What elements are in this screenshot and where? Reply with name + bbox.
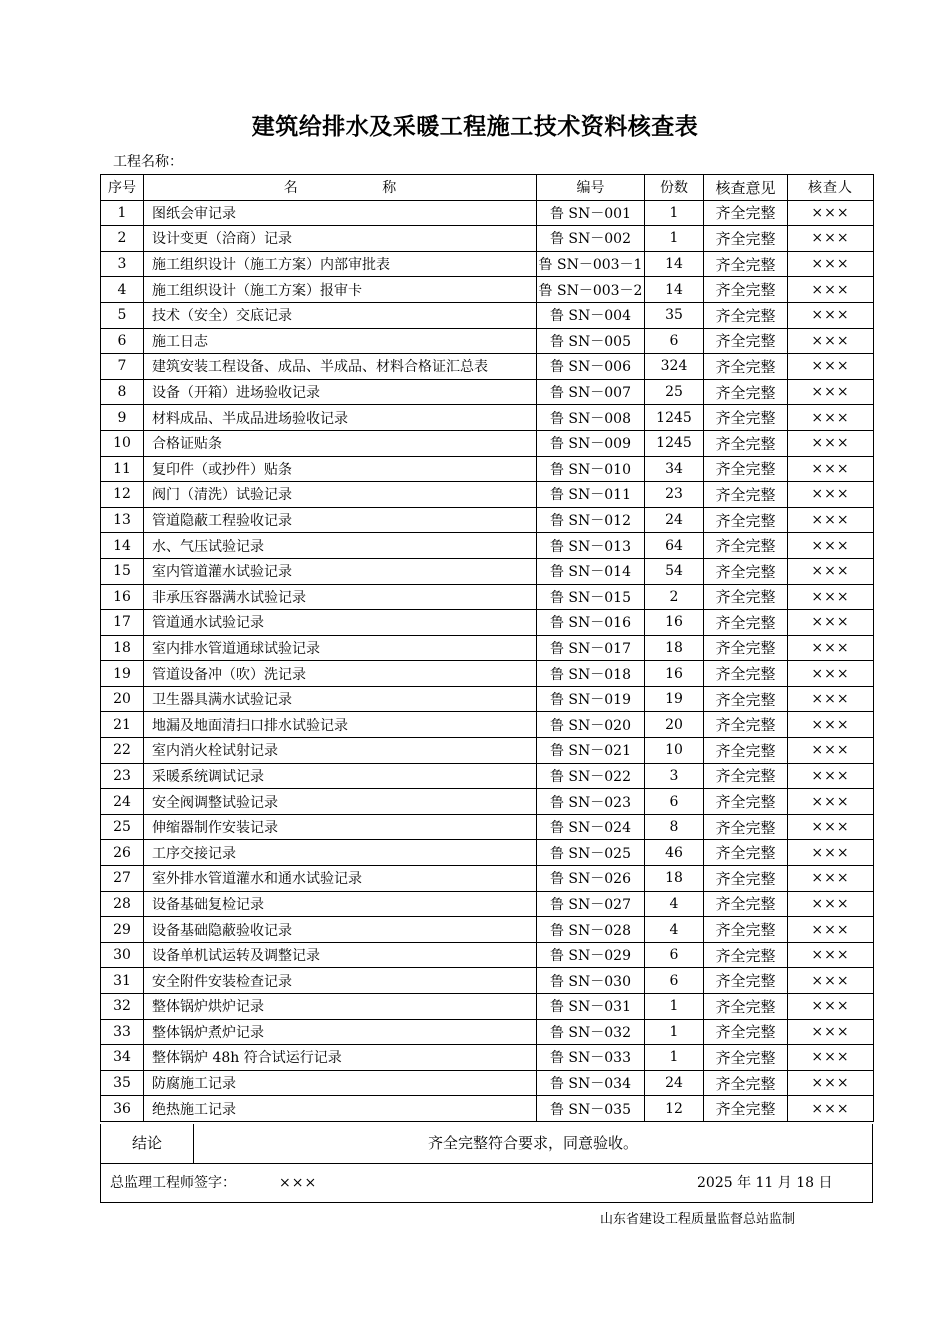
cell-name: 管道隐蔽工程验收记录 — [144, 507, 537, 533]
cell-name: 管道通水试验记录 — [144, 610, 537, 636]
cell-copies: 20 — [645, 712, 704, 738]
cell-name: 水、气压试验记录 — [144, 533, 537, 559]
cell-code: 鲁 SN－009 — [537, 430, 645, 456]
cell-name: 合格证贴条 — [144, 430, 537, 456]
cell-copies: 1245 — [645, 430, 704, 456]
cell-seq: 33 — [101, 1019, 144, 1045]
cell-code: 鲁 SN－003－2 — [537, 277, 645, 303]
cell-copies: 324 — [645, 354, 704, 380]
table-row — [101, 635, 874, 661]
cell-opinion: 齐全完整 — [704, 226, 788, 252]
table-row — [101, 661, 874, 687]
table-row — [101, 328, 874, 354]
cell-copies: 16 — [645, 610, 704, 636]
cell-code: 鲁 SN－012 — [537, 507, 645, 533]
cell-seq: 13 — [101, 507, 144, 533]
cell-copies: 12 — [645, 1096, 704, 1122]
table-row — [101, 482, 874, 508]
table-row — [101, 789, 874, 815]
table-row — [101, 430, 874, 456]
cell-copies: 6 — [645, 968, 704, 994]
header-code: 编号 — [537, 175, 645, 201]
cell-seq: 7 — [101, 354, 144, 380]
cell-checker: ××× — [788, 610, 874, 636]
cell-name: 整体锅炉 48h 符合试运行记录 — [144, 1045, 537, 1071]
table-row — [101, 456, 874, 482]
table-row — [101, 840, 874, 866]
cell-code: 鲁 SN－003－1 — [537, 251, 645, 277]
cell-checker: ××× — [788, 994, 874, 1020]
cell-copies: 1 — [645, 994, 704, 1020]
table-row — [101, 584, 874, 610]
cell-code: 鲁 SN－004 — [537, 302, 645, 328]
table-row — [101, 994, 874, 1020]
cell-code: 鲁 SN－035 — [537, 1096, 645, 1122]
cell-seq: 30 — [101, 942, 144, 968]
cell-copies: 24 — [645, 507, 704, 533]
cell-code: 鲁 SN－002 — [537, 226, 645, 252]
cell-seq: 5 — [101, 302, 144, 328]
cell-opinion: 齐全完整 — [704, 1096, 788, 1122]
table-header-row — [101, 175, 874, 201]
header-copies: 份数 — [645, 175, 704, 201]
cell-name: 施工组织设计（施工方案）报审卡 — [144, 277, 537, 303]
cell-checker: ××× — [788, 891, 874, 917]
table-row — [101, 891, 874, 917]
cell-copies: 4 — [645, 917, 704, 943]
cell-name: 室内排水管道通球试验记录 — [144, 635, 537, 661]
cell-copies: 1 — [645, 200, 704, 226]
table-row — [101, 763, 874, 789]
cell-name: 安全附件安装检查记录 — [144, 968, 537, 994]
cell-name: 防腐施工记录 — [144, 1070, 537, 1096]
cell-copies: 23 — [645, 482, 704, 508]
conclusion-label: 结论 — [101, 1124, 194, 1163]
cell-checker: ××× — [788, 866, 874, 892]
cell-code: 鲁 SN－032 — [537, 1019, 645, 1045]
table-row — [101, 917, 874, 943]
cell-opinion: 齐全完整 — [704, 917, 788, 943]
cell-seq: 20 — [101, 686, 144, 712]
check-table — [100, 174, 874, 1122]
cell-opinion: 齐全完整 — [704, 635, 788, 661]
cell-opinion: 齐全完整 — [704, 1019, 788, 1045]
cell-seq: 35 — [101, 1070, 144, 1096]
cell-opinion: 齐全完整 — [704, 994, 788, 1020]
header-name: 名 称 — [144, 175, 537, 201]
cell-checker: ××× — [788, 328, 874, 354]
cell-name: 安全阀调整试验记录 — [144, 789, 537, 815]
cell-opinion: 齐全完整 — [704, 840, 788, 866]
cell-checker: ××× — [788, 456, 874, 482]
cell-copies: 14 — [645, 277, 704, 303]
cell-copies: 2 — [645, 584, 704, 610]
cell-opinion: 齐全完整 — [704, 1070, 788, 1096]
table-row — [101, 226, 874, 252]
cell-code: 鲁 SN－017 — [537, 635, 645, 661]
table-row — [101, 1070, 874, 1096]
table-row — [101, 405, 874, 431]
cell-seq: 24 — [101, 789, 144, 815]
cell-opinion: 齐全完整 — [704, 1045, 788, 1071]
cell-seq: 11 — [101, 456, 144, 482]
cell-name: 室外排水管道灌水和通水试验记录 — [144, 866, 537, 892]
cell-name: 设备基础隐蔽验收记录 — [144, 917, 537, 943]
cell-opinion: 齐全完整 — [704, 891, 788, 917]
cell-checker: ××× — [788, 226, 874, 252]
cell-checker: ××× — [788, 942, 874, 968]
cell-seq: 6 — [101, 328, 144, 354]
cell-seq: 2 — [101, 226, 144, 252]
cell-copies: 16 — [645, 661, 704, 687]
cell-checker: ××× — [788, 507, 874, 533]
table-row — [101, 866, 874, 892]
cell-checker: ××× — [788, 1096, 874, 1122]
cell-code: 鲁 SN－030 — [537, 968, 645, 994]
cell-copies: 34 — [645, 456, 704, 482]
cell-code: 鲁 SN－005 — [537, 328, 645, 354]
cell-seq: 9 — [101, 405, 144, 431]
cell-opinion: 齐全完整 — [704, 968, 788, 994]
cell-seq: 22 — [101, 738, 144, 764]
cell-checker: ××× — [788, 251, 874, 277]
signature-date: 2025 年 11 月 18 日 — [697, 1175, 833, 1191]
cell-seq: 17 — [101, 610, 144, 636]
cell-checker: ××× — [788, 738, 874, 764]
cell-checker: ××× — [788, 277, 874, 303]
cell-copies: 3 — [645, 763, 704, 789]
cell-checker: ××× — [788, 1019, 874, 1045]
cell-seq: 36 — [101, 1096, 144, 1122]
table-row — [101, 738, 874, 764]
cell-copies: 54 — [645, 558, 704, 584]
cell-name: 设备基础复检记录 — [144, 891, 537, 917]
cell-code: 鲁 SN－022 — [537, 763, 645, 789]
conclusion-row — [100, 1124, 873, 1164]
cell-copies: 18 — [645, 866, 704, 892]
cell-checker: ××× — [788, 712, 874, 738]
cell-code: 鲁 SN－023 — [537, 789, 645, 815]
cell-seq: 8 — [101, 379, 144, 405]
cell-name: 施工组织设计（施工方案）内部审批表 — [144, 251, 537, 277]
cell-code: 鲁 SN－027 — [537, 891, 645, 917]
cell-seq: 14 — [101, 533, 144, 559]
table-row — [101, 200, 874, 226]
table-row — [101, 379, 874, 405]
cell-copies: 6 — [645, 328, 704, 354]
cell-checker: ××× — [788, 302, 874, 328]
cell-checker: ××× — [788, 840, 874, 866]
cell-seq: 31 — [101, 968, 144, 994]
cell-name: 卫生器具满水试验记录 — [144, 686, 537, 712]
cell-seq: 12 — [101, 482, 144, 508]
conclusion-text: 齐全完整符合要求，同意验收。 — [427, 1134, 638, 1152]
cell-code: 鲁 SN－034 — [537, 1070, 645, 1096]
cell-code: 鲁 SN－016 — [537, 610, 645, 636]
cell-seq: 26 — [101, 840, 144, 866]
header-opinion: 核查意见 — [704, 175, 788, 201]
table-row — [101, 277, 874, 303]
cell-code: 鲁 SN－010 — [537, 456, 645, 482]
cell-copies: 8 — [645, 814, 704, 840]
cell-seq: 25 — [101, 814, 144, 840]
cell-opinion: 齐全完整 — [704, 712, 788, 738]
header-seq: 序号 — [101, 175, 144, 201]
cell-name: 地漏及地面清扫口排水试验记录 — [144, 712, 537, 738]
cell-seq: 19 — [101, 661, 144, 687]
cell-checker: ××× — [788, 482, 874, 508]
cell-name: 材料成品、半成品进场验收记录 — [144, 405, 537, 431]
cell-code: 鲁 SN－001 — [537, 200, 645, 226]
cell-opinion: 齐全完整 — [704, 763, 788, 789]
footer-supervisor: 山东省建设工程质量监督总站监制 — [600, 1212, 796, 1227]
cell-code: 鲁 SN－019 — [537, 686, 645, 712]
cell-checker: ××× — [788, 354, 874, 380]
cell-copies: 1245 — [645, 405, 704, 431]
cell-name: 图纸会审记录 — [144, 200, 537, 226]
cell-opinion: 齐全完整 — [704, 789, 788, 815]
cell-opinion: 齐全完整 — [704, 507, 788, 533]
cell-opinion: 齐全完整 — [704, 302, 788, 328]
cell-copies: 14 — [645, 251, 704, 277]
cell-opinion: 齐全完整 — [704, 200, 788, 226]
cell-copies: 24 — [645, 1070, 704, 1096]
table-row — [101, 1019, 874, 1045]
cell-name: 设计变更（洽商）记录 — [144, 226, 537, 252]
cell-name: 建筑安装工程设备、成品、半成品、材料合格证汇总表 — [144, 354, 537, 380]
cell-checker: ××× — [788, 814, 874, 840]
cell-checker: ××× — [788, 430, 874, 456]
cell-code: 鲁 SN－014 — [537, 558, 645, 584]
cell-seq: 16 — [101, 584, 144, 610]
cell-copies: 19 — [645, 686, 704, 712]
cell-code: 鲁 SN－025 — [537, 840, 645, 866]
cell-copies: 1 — [645, 1045, 704, 1071]
cell-name: 整体锅炉烘炉记录 — [144, 994, 537, 1020]
cell-copies: 6 — [645, 789, 704, 815]
cell-name: 伸缩器制作安装记录 — [144, 814, 537, 840]
table-row — [101, 302, 874, 328]
cell-checker: ××× — [788, 968, 874, 994]
cell-name: 施工日志 — [144, 328, 537, 354]
cell-name: 设备（开箱）进场验收记录 — [144, 379, 537, 405]
cell-seq: 21 — [101, 712, 144, 738]
cell-seq: 15 — [101, 558, 144, 584]
table-row — [101, 712, 874, 738]
cell-code: 鲁 SN－006 — [537, 354, 645, 380]
cell-code: 鲁 SN－020 — [537, 712, 645, 738]
cell-seq: 34 — [101, 1045, 144, 1071]
cell-copies: 25 — [645, 379, 704, 405]
cell-name: 整体锅炉煮炉记录 — [144, 1019, 537, 1045]
table-row — [101, 507, 874, 533]
cell-code: 鲁 SN－026 — [537, 866, 645, 892]
cell-checker: ××× — [788, 533, 874, 559]
cell-opinion: 齐全完整 — [704, 686, 788, 712]
signature-value: ××× — [279, 1175, 318, 1191]
cell-name: 采暖系统调试记录 — [144, 763, 537, 789]
cell-code: 鲁 SN－024 — [537, 814, 645, 840]
cell-checker: ××× — [788, 379, 874, 405]
cell-seq: 29 — [101, 917, 144, 943]
cell-opinion: 齐全完整 — [704, 610, 788, 636]
project-name-label: 工程名称： — [113, 154, 183, 170]
cell-opinion: 齐全完整 — [704, 942, 788, 968]
cell-opinion: 齐全完整 — [704, 584, 788, 610]
cell-code: 鲁 SN－021 — [537, 738, 645, 764]
cell-name: 室内管道灌水试验记录 — [144, 558, 537, 584]
cell-seq: 10 — [101, 430, 144, 456]
cell-name: 绝热施工记录 — [144, 1096, 537, 1122]
cell-copies: 10 — [645, 738, 704, 764]
cell-opinion: 齐全完整 — [704, 456, 788, 482]
cell-name: 技术（安全）交底记录 — [144, 302, 537, 328]
header-checker: 核查人 — [788, 175, 874, 201]
table-row — [101, 558, 874, 584]
cell-opinion: 齐全完整 — [704, 328, 788, 354]
cell-copies: 64 — [645, 533, 704, 559]
cell-copies: 35 — [645, 302, 704, 328]
table-row — [101, 1045, 874, 1071]
cell-name: 管道设备冲（吹）洗记录 — [144, 661, 537, 687]
table-row — [101, 354, 874, 380]
cell-seq: 4 — [101, 277, 144, 303]
cell-opinion: 齐全完整 — [704, 482, 788, 508]
table-row — [101, 610, 874, 636]
cell-checker: ××× — [788, 686, 874, 712]
cell-copies: 1 — [645, 226, 704, 252]
table-row — [101, 814, 874, 840]
table-body — [101, 200, 874, 1121]
cell-seq: 28 — [101, 891, 144, 917]
cell-opinion: 齐全完整 — [704, 558, 788, 584]
table-row — [101, 1096, 874, 1122]
cell-name: 设备单机试运转及调整记录 — [144, 942, 537, 968]
cell-copies: 4 — [645, 891, 704, 917]
cell-seq: 3 — [101, 251, 144, 277]
cell-code: 鲁 SN－015 — [537, 584, 645, 610]
cell-code: 鲁 SN－031 — [537, 994, 645, 1020]
cell-seq: 23 — [101, 763, 144, 789]
cell-opinion: 齐全完整 — [704, 661, 788, 687]
cell-name: 复印件（或抄件）贴条 — [144, 456, 537, 482]
cell-copies: 1 — [645, 1019, 704, 1045]
cell-code: 鲁 SN－029 — [537, 942, 645, 968]
cell-code: 鲁 SN－018 — [537, 661, 645, 687]
cell-checker: ××× — [788, 1045, 874, 1071]
signature-label: 总监理工程师签字： — [110, 1175, 236, 1191]
cell-opinion: 齐全完整 — [704, 866, 788, 892]
cell-code: 鲁 SN－033 — [537, 1045, 645, 1071]
cell-opinion: 齐全完整 — [704, 277, 788, 303]
cell-copies: 6 — [645, 942, 704, 968]
cell-code: 鲁 SN－008 — [537, 405, 645, 431]
cell-code: 鲁 SN－028 — [537, 917, 645, 943]
cell-checker: ××× — [788, 558, 874, 584]
cell-opinion: 齐全完整 — [704, 251, 788, 277]
cell-opinion: 齐全完整 — [704, 354, 788, 380]
cell-checker: ××× — [788, 200, 874, 226]
cell-checker: ××× — [788, 763, 874, 789]
cell-checker: ××× — [788, 584, 874, 610]
cell-checker: ××× — [788, 405, 874, 431]
cell-code: 鲁 SN－013 — [537, 533, 645, 559]
cell-checker: ××× — [788, 635, 874, 661]
cell-opinion: 齐全完整 — [704, 379, 788, 405]
table-row — [101, 686, 874, 712]
table-row — [101, 968, 874, 994]
signature-row — [100, 1164, 873, 1203]
cell-name: 工序交接记录 — [144, 840, 537, 866]
document-title: 建筑给排水及采暖工程施工技术资料核查表 — [251, 114, 699, 140]
cell-opinion: 齐全完整 — [704, 533, 788, 559]
cell-checker: ××× — [788, 1070, 874, 1096]
cell-opinion: 齐全完整 — [704, 738, 788, 764]
cell-seq: 18 — [101, 635, 144, 661]
cell-name: 阀门（清洗）试验记录 — [144, 482, 537, 508]
cell-checker: ××× — [788, 661, 874, 687]
cell-checker: ××× — [788, 917, 874, 943]
cell-copies: 46 — [645, 840, 704, 866]
cell-name: 室内消火栓试射记录 — [144, 738, 537, 764]
table-row — [101, 533, 874, 559]
table-row — [101, 942, 874, 968]
cell-seq: 27 — [101, 866, 144, 892]
cell-code: 鲁 SN－011 — [537, 482, 645, 508]
cell-copies: 18 — [645, 635, 704, 661]
cell-code: 鲁 SN－007 — [537, 379, 645, 405]
cell-seq: 1 — [101, 200, 144, 226]
cell-name: 非承压容器满水试验记录 — [144, 584, 537, 610]
cell-opinion: 齐全完整 — [704, 430, 788, 456]
cell-checker: ××× — [788, 789, 874, 815]
cell-opinion: 齐全完整 — [704, 814, 788, 840]
table-row — [101, 251, 874, 277]
cell-opinion: 齐全完整 — [704, 405, 788, 431]
cell-seq: 32 — [101, 994, 144, 1020]
